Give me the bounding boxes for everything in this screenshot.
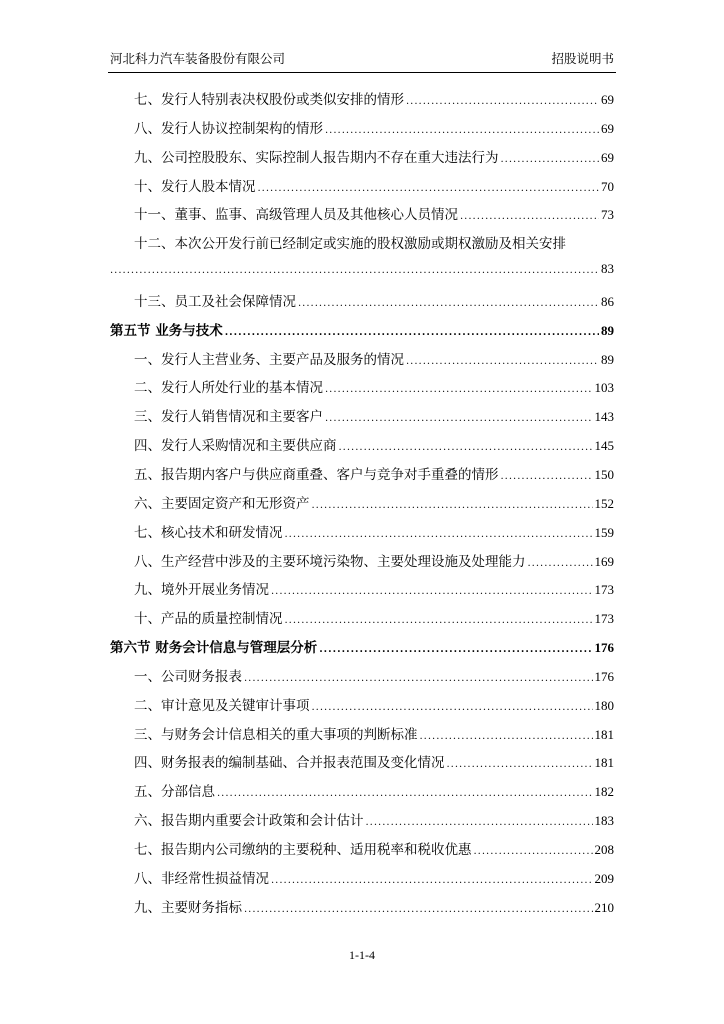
toc-leader-dots <box>501 471 593 482</box>
toc-entry-page: 145 <box>594 438 614 454</box>
toc-leader-dots <box>319 644 592 655</box>
toc-entry[interactable] <box>110 867 614 896</box>
toc-entry[interactable] <box>110 405 614 434</box>
toc-leader-dots <box>110 265 599 276</box>
toc-entry[interactable] <box>110 492 614 521</box>
toc-entry-label: 八、发行人协议控制架构的情形 <box>134 120 323 137</box>
toc-entry-label: 十三、员工及社会保障情况 <box>134 293 296 310</box>
toc-leader-dots <box>225 327 599 338</box>
toc-entry-page: 73 <box>601 207 614 223</box>
toc-entry[interactable] <box>110 376 614 405</box>
toc-entry-label: 第五节 业务与技术 <box>110 322 223 339</box>
toc-leader-dots <box>447 759 593 770</box>
page-number: 1-1-4 <box>349 948 375 962</box>
page-header <box>108 48 616 73</box>
toc-entry-page: 183 <box>594 813 614 829</box>
toc-entry-label: 七、发行人特别表决权股份或类似安排的情形 <box>134 92 404 108</box>
toc-entry-page: 173 <box>594 611 614 627</box>
toc-entry-label: 一、发行人主营业务、主要产品及服务的情况 <box>134 351 404 368</box>
toc-entry-page: 169 <box>594 553 614 569</box>
toc-entry-page: 83 <box>601 261 614 277</box>
toc-entry[interactable] <box>110 665 614 694</box>
toc-leader-dots <box>285 615 593 626</box>
toc-entry[interactable] <box>110 809 614 838</box>
toc-leader-dots <box>285 529 593 540</box>
toc-entry-page: 209 <box>594 870 614 886</box>
toc-entry[interactable] <box>110 751 614 780</box>
toc-entry-page: 176 <box>594 668 614 684</box>
toc-entry-label: 三、与财务会计信息相关的重大事项的判断标准 <box>134 726 418 743</box>
toc-entry-page: 150 <box>594 466 614 482</box>
toc-entry-label: 二、发行人所处行业的基本情况 <box>134 380 323 397</box>
toc-entry[interactable] <box>110 290 614 319</box>
toc-entry-continuation[interactable] <box>110 261 614 290</box>
toc-entry[interactable] <box>110 175 614 204</box>
toc-entry-label: 五、分部信息 <box>134 784 215 801</box>
toc-leader-dots <box>420 731 593 742</box>
toc-entry-page: 69 <box>601 120 614 136</box>
toc-leader-dots <box>339 442 593 453</box>
toc-leader-dots <box>460 211 599 222</box>
toc-section-heading[interactable] <box>110 636 614 665</box>
toc-leader-dots <box>217 788 593 799</box>
toc-leader-dots <box>312 500 593 511</box>
toc-leader-dots <box>244 904 593 915</box>
toc-entry-label: 六、报告期内重要会计政策和会计估计 <box>134 813 364 830</box>
toc-leader-dots <box>244 673 593 684</box>
toc-entry-page: 86 <box>601 293 614 309</box>
toc-leader-dots <box>325 125 599 136</box>
toc-entry-page: 181 <box>594 755 614 771</box>
toc-entry-label: 二、审计意见及关键审计事项 <box>134 697 310 714</box>
toc-entry-label: 八、生产经营中涉及的主要环境污染物、主要处理设施及处理能力 <box>134 553 526 570</box>
toc-entry-page: 89 <box>601 322 614 338</box>
header-company: 河北科力汽车装备股份有限公司 <box>110 51 286 66</box>
toc-entry-label: 五、报告期内客户与供应商重叠、客户与竞争对手重叠的情形 <box>134 466 499 483</box>
toc-entry[interactable] <box>110 694 614 723</box>
toc-entry[interactable] <box>110 88 614 117</box>
toc-entry-label: 十二、本次公开发行前已经制定或实施的股权激励或期权激励及相关安排 <box>134 236 566 253</box>
toc-leader-dots <box>528 558 593 569</box>
toc-section-heading[interactable] <box>110 319 614 348</box>
toc-entry[interactable] <box>110 780 614 809</box>
toc-entry-page: 152 <box>594 495 614 511</box>
toc-entry-label: 四、财务报表的编制基础、合并报表范围及变化情况 <box>134 755 445 772</box>
toc-entry[interactable] <box>110 117 614 146</box>
toc-entry-page: 176 <box>594 640 614 656</box>
toc-entry-page: 173 <box>594 582 614 598</box>
toc-entry[interactable] <box>110 723 614 752</box>
toc-entry-label: 十一、董事、监事、高级管理人员及其他核心人员情况 <box>134 207 458 224</box>
toc-entry-label: 十、发行人股本情况 <box>134 178 256 195</box>
toc-entry[interactable] <box>110 146 614 175</box>
toc-leader-dots <box>271 586 593 597</box>
toc-entry-label: 九、主要财务指标 <box>134 899 242 916</box>
toc-leader-dots <box>474 846 593 857</box>
toc-entry-label: 三、发行人销售情况和主要客户 <box>134 409 323 426</box>
toc-entry-page: 208 <box>594 841 614 857</box>
toc-entry[interactable] <box>110 232 614 261</box>
toc-entry-label: 第六节 财务会计信息与管理层分析 <box>110 640 318 657</box>
toc-leader-dots <box>258 183 600 194</box>
toc-entry[interactable] <box>110 203 614 232</box>
toc-entry[interactable] <box>110 896 614 925</box>
header-doc-type: 招股说明书 <box>551 51 614 66</box>
toc-entry-page: 89 <box>601 351 614 367</box>
toc-entry-page: 182 <box>594 784 614 800</box>
toc-entry[interactable] <box>110 348 614 377</box>
toc-entry-page: 103 <box>594 380 614 396</box>
table-of-contents <box>110 88 614 924</box>
toc-entry[interactable] <box>110 550 614 579</box>
toc-entry-label: 七、报告期内公司缴纳的主要税种、适用税率和税收优惠 <box>134 841 472 858</box>
toc-leader-dots <box>298 298 599 309</box>
toc-entry[interactable] <box>110 521 614 550</box>
toc-entry[interactable] <box>110 463 614 492</box>
toc-leader-dots <box>271 875 593 886</box>
toc-entry-page: 69 <box>601 92 614 107</box>
toc-entry-label: 九、公司控股股东、实际控制人报告期内不存在重大违法行为 <box>134 149 499 166</box>
toc-entry-label: 七、核心技术和研发情况 <box>134 524 283 541</box>
toc-entry-label: 十、产品的质量控制情况 <box>134 611 283 628</box>
toc-entry-label: 一、公司财务报表 <box>134 668 242 685</box>
toc-entry-label: 九、境外开展业务情况 <box>134 582 269 599</box>
toc-leader-dots <box>366 817 593 828</box>
toc-entry-page: 180 <box>594 697 614 713</box>
toc-entry-label: 四、发行人采购情况和主要供应商 <box>134 438 337 455</box>
toc-entry-label: 六、主要固定资产和无形资产 <box>134 495 310 512</box>
toc-entry-label: 八、非经常性损益情况 <box>134 870 269 887</box>
toc-leader-dots <box>406 96 599 107</box>
toc-entry[interactable] <box>110 607 614 636</box>
toc-leader-dots <box>501 154 600 165</box>
toc-entry[interactable] <box>110 578 614 607</box>
toc-entry-page: 210 <box>594 899 614 915</box>
toc-leader-dots <box>325 413 593 424</box>
toc-entry-page: 70 <box>601 178 614 194</box>
toc-entry-page: 181 <box>594 726 614 742</box>
toc-leader-dots <box>325 384 593 395</box>
toc-entry-page: 159 <box>594 524 614 540</box>
toc-entry[interactable] <box>110 838 614 867</box>
toc-entry-page: 69 <box>601 149 614 165</box>
toc-entry-page: 143 <box>594 409 614 425</box>
toc-entry[interactable] <box>110 434 614 463</box>
toc-leader-dots <box>312 702 593 713</box>
toc-leader-dots <box>406 356 599 367</box>
